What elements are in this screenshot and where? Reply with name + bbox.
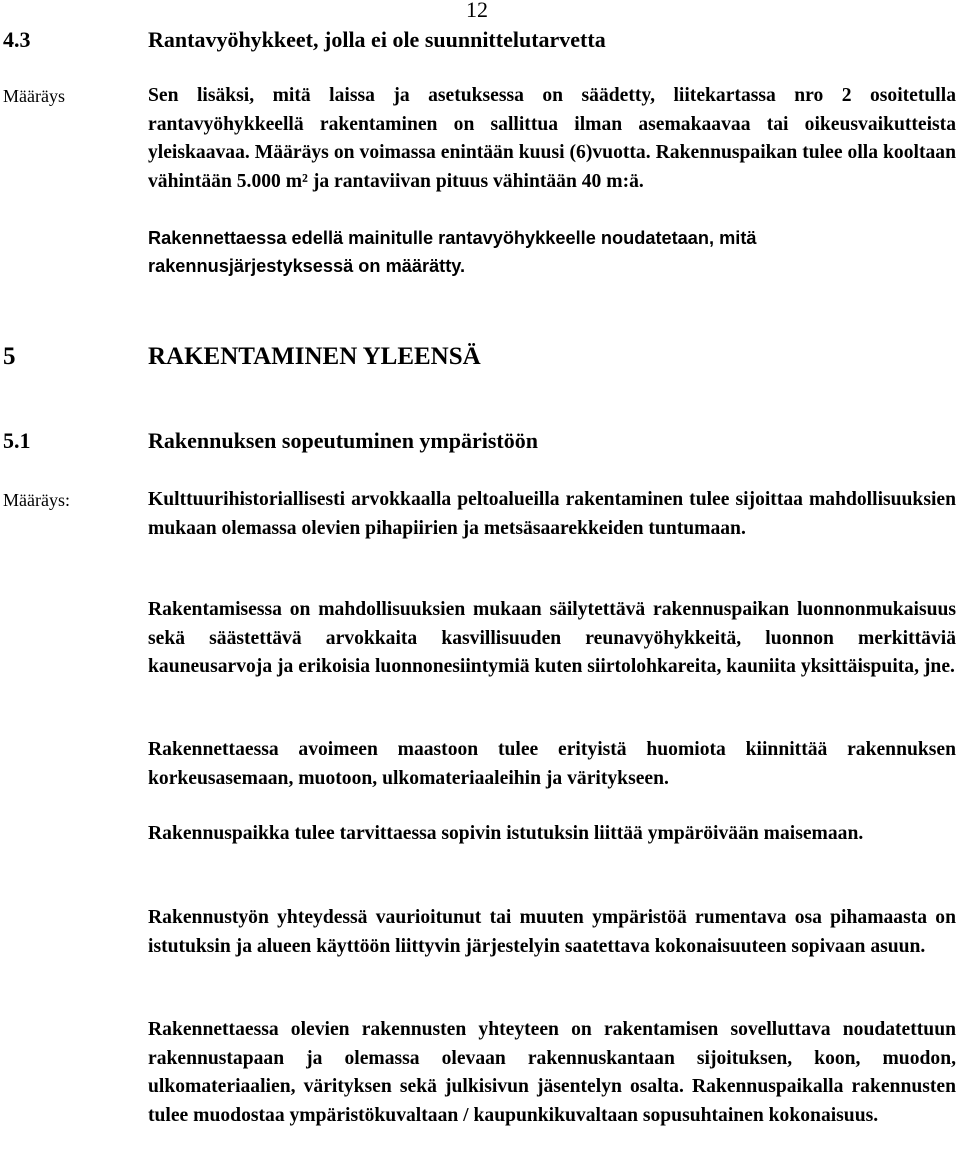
section-5-1-title: Rakennuksen sopeutuminen ympäristöön <box>148 428 538 453</box>
section-5-1-label: Määräys: <box>3 490 70 510</box>
section-4-3-paragraph-1: Sen lisäksi, mitä laissa ja asetuksessa on säädetty, liitekartassa nro 2 osoitetulla rantavyöhykkeellä rakentaminen on sallittua ilman asemakaavaa tai oikeusvaikutteista yleiskaavaa. Määräys on voimassa enintään kuusi (6)vuotta. Rakennuspaikan tulee olla kooltaan vähintään 5.000 m² ja rantaviivan pituus vähintään 40 m:ä. <box>148 85 956 192</box>
section-5-1-paragraph: Rakennuspaikka tulee tarvittaessa sopivin istutuksin liittää ympäröivään maisemaan. <box>148 823 864 844</box>
section-4-3-number: 4.3 <box>3 27 31 52</box>
page-number: 12 <box>466 0 488 22</box>
section-5-title: RAKENTAMINEN YLEENSÄ <box>148 343 481 370</box>
section-4-3-paragraph-2: Rakennettaessa edellä mainitulle rantavyöhykkeelle noudatetaan, mitä rakennusjärjestyksessä on määrätty. <box>148 228 757 276</box>
section-5-1-paragraph: Rakennettaessa olevien rakennusten yhteyteen on rakentamisen sovelluttava noudatettuun rakennustapaan ja olemassa olevaan rakennuskantaan sijoituksen, koon, muodon, ulkomateriaalien, värityksen sekä julkisivun jäsentelyn osalta. Rakennuspaikalla rakennusten tulee muodostaa ympäristökuvaltaan / kaupunkikuvaltaan sopusuhtainen kokonaisuus. <box>148 1019 956 1126</box>
section-5-1-paragraph: Rakennettaessa avoimeen maastoon tulee erityistä huomiota kiinnittää rakennuksen korkeusasemaan, muotoon, ulkomateriaaleihin ja väritykseen. <box>148 739 956 789</box>
section-5-1-number: 5.1 <box>3 428 31 453</box>
section-5-1-paragraph: Rakentamisessa on mahdollisuuksien mukaan säilytettävä rakennuspaikan luonnonmukaisuus sekä säästettävä arvokkaita kasvillisuuden reunavyöhykkeitä, luonnon merkittäviä kauneusarvoja ja erikoisia luonnonesiintymiä kuten siirtolohkareita, kauniita yksittäispuita, jne. <box>148 599 956 678</box>
section-5-1-paragraph: Rakennustyön yhteydessä vaurioitunut tai muuten ympäristöä rumentava osa pihamaasta on istutuksin ja alueen käyttöön liittyvin järjestelyin saatettava kokonaisuuteen sopivaan asuun. <box>148 907 956 957</box>
section-5-1-paragraph: Kulttuurihistoriallisesti arvokkaalla peltoalueilla rakentaminen tulee sijoittaa mahdollisuuksien mukaan olemassa olevien pihapiirien ja metsäsaarekkeiden tuntumaan. <box>148 489 956 539</box>
section-5-number: 5 <box>3 343 16 370</box>
section-4-3-title: Rantavyöhykkeet, jolla ei ole suunnittelutarvetta <box>148 27 606 52</box>
section-4-3-label: Määräys <box>3 86 65 106</box>
